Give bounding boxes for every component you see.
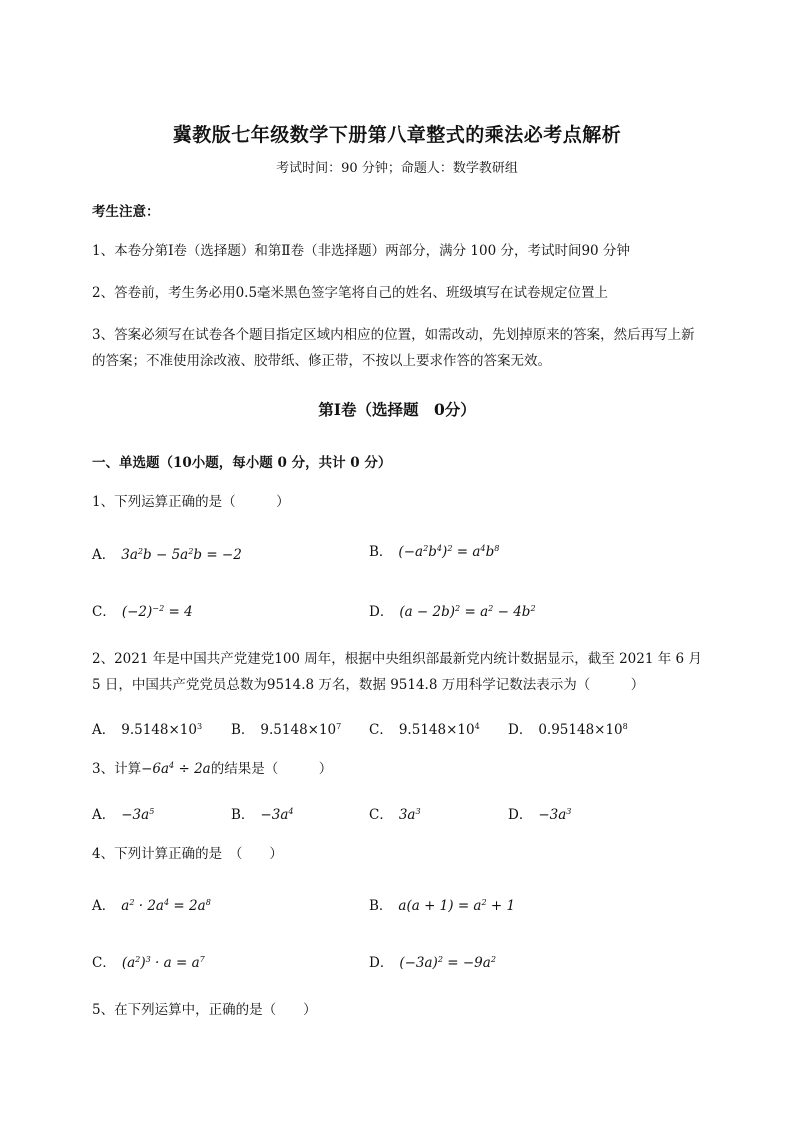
math-expression: $-3a^4$ — [260, 806, 294, 823]
math-expression: $-6a^4 \div 2a$ — [141, 760, 211, 777]
option-label: D． — [369, 604, 394, 620]
question-3-stem-suffix: 的结果是（ ） — [210, 761, 333, 777]
question-4-stem: 4、下列计算正确的是 （ ） — [92, 846, 283, 862]
question-2-stem-line-2: 5 日，中国共产党党员总数为9514.8 万名，数据 9514.8 万用科学记数法表示为（ ） — [92, 677, 645, 693]
math-expression: $(a - 2b)^2 = a^2 - 4b^2$ — [399, 603, 536, 620]
section-title: 第Ⅰ卷（选择题 0分） — [318, 400, 476, 419]
question-2-option-a[interactable] — [92, 718, 202, 738]
question-4-option-d[interactable] — [369, 951, 496, 971]
math-expression: $9.5148\times 10^4$ — [398, 721, 480, 738]
page-title: 冀教版七年级数学下册第八章整式的乘法必考点解析 — [172, 124, 622, 146]
option-label: A． — [92, 807, 116, 823]
question-3-option-c[interactable] — [369, 803, 421, 823]
question-4-option-c[interactable] — [92, 951, 205, 971]
question-4-option-a[interactable] — [92, 894, 211, 914]
question-2-option-c[interactable] — [369, 718, 480, 738]
question-1-option-b[interactable] — [369, 540, 499, 560]
question-2-option-d[interactable] — [508, 718, 628, 738]
notice-item-1: 1、本卷分第Ⅰ卷（选择题）和第Ⅱ卷（非选择题）两部分，满分 100 分，考试时间90 分钟 — [92, 243, 630, 259]
question-1-stem: 1、下列运算正确的是（ ） — [92, 494, 290, 510]
question-3-stem-prefix: 3、计算 — [92, 761, 142, 777]
math-expression: $9.5148\times 10^7$ — [260, 721, 342, 738]
part-title: 一、单选题（10小题，每小题 0 分，共计 0 分） — [92, 455, 392, 471]
math-expression: $(-3a)^2 = -9a^2$ — [399, 954, 496, 971]
question-4-option-b[interactable] — [369, 894, 515, 914]
math-expression: $(-a^2b^4)^2 = a^4b^8$ — [398, 543, 500, 560]
question-3-stem — [92, 758, 332, 780]
page-subtitle: 考试时间：90 分钟；命题人：数学教研组 — [276, 161, 518, 176]
question-5-stem: 5、在下列运算中，正确的是（ ） — [92, 1002, 317, 1018]
option-label: B． — [231, 807, 255, 823]
math-expression: $a(a + 1) = a^2 + 1$ — [398, 897, 516, 914]
option-label: B． — [369, 898, 393, 914]
question-1-option-c[interactable] — [92, 600, 193, 620]
notice-title: 考生注意： — [92, 204, 160, 220]
question-3-option-b[interactable] — [231, 803, 294, 823]
math-expression: $3a^2b - 5a^2b = -2$ — [121, 546, 242, 563]
math-expression: $(a^2)^3 \cdot a = a^7$ — [121, 954, 205, 971]
option-label: D． — [508, 722, 533, 738]
question-2-option-b[interactable] — [231, 718, 341, 738]
math-expression: $3a^3$ — [398, 806, 421, 823]
question-3-option-d[interactable] — [508, 803, 571, 823]
option-label: B． — [231, 722, 255, 738]
question-3-option-a[interactable] — [92, 803, 154, 823]
option-label: B． — [369, 544, 393, 560]
math-expression: $9.5148\times 10^3$ — [121, 721, 203, 738]
notice-item-3-line-1: 3、答案必须写在试卷各个题目指定区域内相应的位置，如需改动，先划掉原来的答案，然后再写上新 — [92, 327, 695, 343]
math-expression: $(-2)^{-2} = 4$ — [121, 603, 193, 620]
math-expression: $a^2 \cdot 2a^4 = 2a^8$ — [121, 897, 211, 914]
option-label: A． — [92, 722, 116, 738]
option-label: D． — [508, 807, 533, 823]
option-label: C． — [369, 722, 393, 738]
option-label: C． — [369, 807, 393, 823]
option-label: C． — [92, 604, 116, 620]
math-expression: $0.95148\times 10^8$ — [538, 721, 628, 738]
option-label: A． — [92, 898, 116, 914]
math-expression: $-3a^5$ — [121, 806, 155, 823]
question-1-option-a[interactable] — [92, 543, 242, 563]
question-2-stem-line-1: 2、2021 年是中国共产党建党100 周年，根据中央组织部最新党内统计数据显示，截至 2021 年 6 月 — [92, 651, 702, 667]
option-label: D． — [369, 955, 394, 971]
question-1-option-d[interactable] — [369, 600, 536, 620]
math-expression: $-3a^3$ — [538, 806, 572, 823]
option-label: A． — [92, 547, 116, 563]
notice-item-2: 2、答卷前，考生务必用0.5毫米黑色签字笔将自己的姓名、班级填写在试卷规定位置上 — [92, 285, 609, 301]
notice-item-3-line-2: 的答案；不准使用涂改液、胶带纸、修正带，不按以上要求作答的答案无效。 — [92, 353, 551, 369]
option-label: C． — [92, 955, 116, 971]
